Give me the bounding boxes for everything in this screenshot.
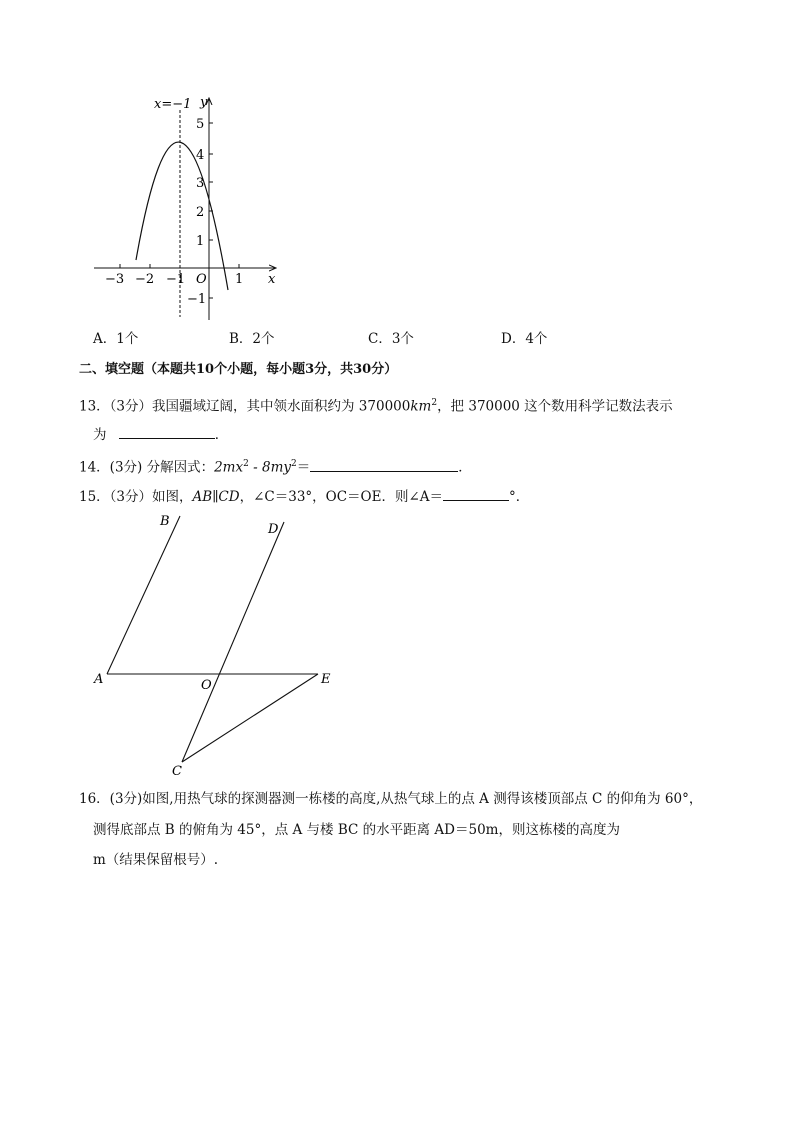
question-16-line1: 16．(3分)如图,用热气球的探测器测一栋楼的高度,从热气球上的点 A 测得该楼顶部点 C 的仰角为 60°， [79, 791, 703, 807]
parabola-graph [88, 92, 288, 327]
geometry-figure [88, 508, 348, 780]
answer-blank-15[interactable] [443, 486, 509, 501]
y-tick-label: 1 [196, 234, 205, 249]
section-heading: 二、填空题（本题共10个小题，每小题3分，共30分） [79, 362, 398, 377]
option-c[interactable]: C．3个 [368, 331, 414, 347]
point-label-o: O [201, 678, 212, 693]
x-tick-label: −2 [135, 272, 155, 287]
point-label-a: A [94, 672, 104, 687]
segment-ab [107, 516, 180, 674]
point-label-b: B [160, 514, 170, 529]
y-tick-label: 5 [196, 117, 205, 132]
answer-blank-13[interactable] [119, 424, 215, 439]
question-15: 15．（3分）如图，AB∥CD，∠C＝33°，OC＝OE．则∠A＝ °． [79, 486, 529, 506]
question-14: 14．(3分) 分解因式：$2mx^2 - 8my^2=$ ． [79, 455, 472, 477]
y-tick-label: 2 [196, 205, 205, 220]
point-label-d: D [268, 522, 279, 537]
origin-label: O [196, 272, 207, 287]
option-b[interactable]: B．2个 [229, 331, 275, 347]
option-d[interactable]: D．4个 [501, 331, 548, 347]
question-13-line1: 13．（3分）我国疆域辽阔，其中领水面积约为 $370000km^2$，把 370000 这个数用科学记数法表示 [79, 398, 673, 415]
symmetry-line-label: x=−1 [154, 97, 192, 112]
x-axis-label: x [268, 272, 276, 287]
question-16-line2: 测得底部点 B 的俯角为 45°，点 A 与楼 BC 的水平距离 AD＝50m，则这栋楼的高度为 [93, 822, 620, 838]
question-13-line2: 为 ． [93, 424, 228, 444]
answer-blank-14[interactable] [310, 457, 458, 472]
x-tick-label: −3 [105, 272, 125, 287]
x-tick-label: −1 [166, 272, 186, 287]
y-tick-label: 4 [196, 148, 205, 163]
y-axis-label: y [200, 95, 208, 110]
y-tick-label: −1 [187, 292, 207, 307]
option-a[interactable]: A．1个 [93, 331, 139, 347]
y-tick-label: 3 [196, 176, 205, 191]
question-16-line3: m（结果保留根号）. [93, 852, 219, 868]
x-tick-label: 1 [235, 272, 244, 287]
point-label-e: E [321, 672, 331, 687]
segment-cd [182, 522, 284, 762]
point-label-c: C [172, 764, 182, 779]
